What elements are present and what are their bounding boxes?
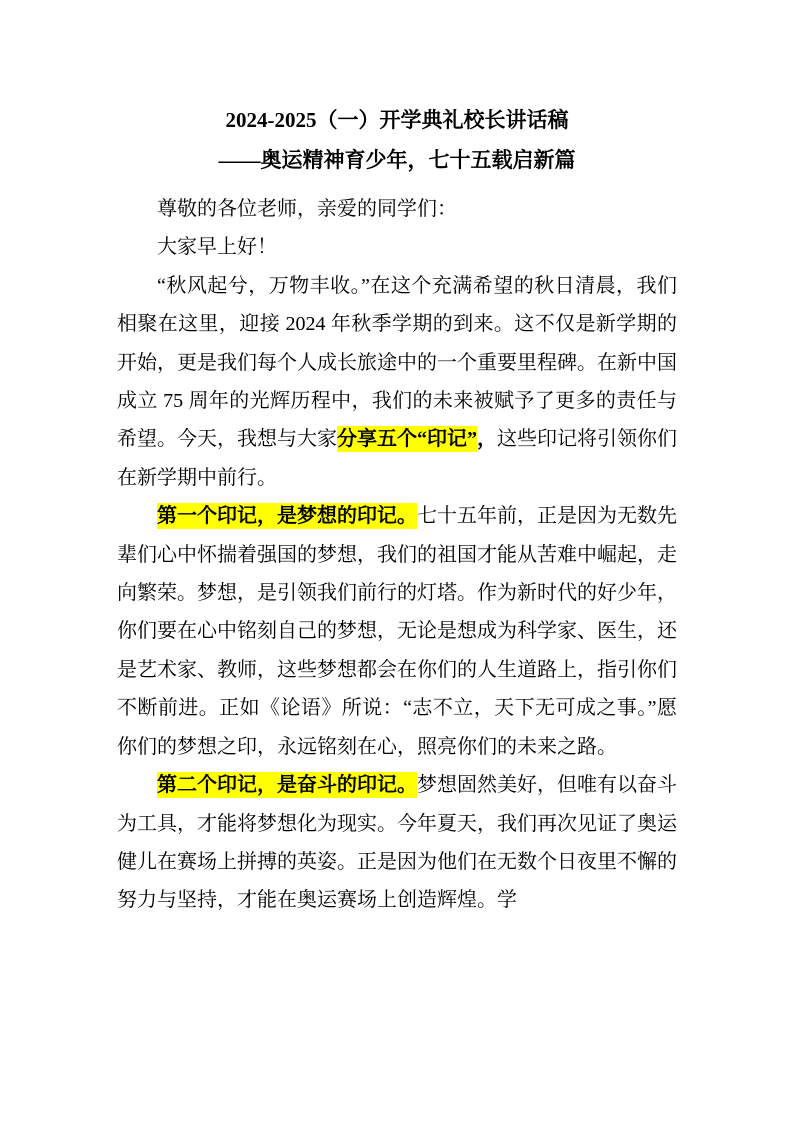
highlighted-text-run: 第一个印记，是梦想的印记。	[157, 505, 417, 528]
highlighted-text-run: 第二个印记，是奋斗的印记。	[157, 774, 417, 797]
text-run: ，	[477, 428, 497, 451]
document-body	[117, 190, 677, 920]
paragraph	[117, 228, 677, 266]
text-run: 这些印记将引领你们在新学期中前行。	[117, 428, 677, 489]
text-run: 七十五年前，正是因为无数先辈们心中怀揣着强国的梦想，我们的祖国才能从苦难中崛起，走向繁荣。梦想，是引领我们前行的灯塔。作为新时代的好少年，你们要在心中铭刻自己的梦想，无论是想成为科学家、医生，还是艺术家、教师，这些梦想都会在你们的人生道路上，指引你们不断前进。正如《论语》所说：“志不立，天下无可成之事。”愿你们的梦想之印，永远铭刻在心，照亮你们的未来之路。	[117, 505, 677, 758]
document-subtitle: ——奥运精神育少年，七十五载启新篇	[218, 148, 576, 172]
text-run: “秋风起兮，万物丰收。”在这个充满希望的秋日清晨，我们相聚在这里，迎接 2024 年秋季学期的到来。这不仅是新学期的开始，更是我们每个人成长旅途中的一个重要里程碑。在新中国成立 75 周年的光辉历程中，我们的未来被赋予了更多的责任与希望。今天，我想与大家	[117, 274, 677, 451]
document-title: 2024-2025（一）开学典礼校长讲话稿	[225, 108, 569, 132]
text-run: 大家早上好！	[157, 236, 277, 259]
paragraph	[117, 267, 677, 497]
text-run: 尊敬的各位老师，亲爱的同学们：	[157, 198, 457, 220]
paragraph	[117, 497, 677, 766]
highlighted-text-run: 分享五个“印记”	[337, 428, 477, 451]
paragraph	[117, 190, 677, 228]
text-run: 梦想固然美好，但唯有以奋斗为工具，才能将梦想化为现实。今年夏天，我们再次见证了奥运健儿在赛场上拼搏的英姿。正是因为他们在无数个日夜里不懈的努力与坚持，才能在奥运赛场上创造辉煌。学	[117, 774, 677, 912]
paragraph	[117, 766, 677, 920]
